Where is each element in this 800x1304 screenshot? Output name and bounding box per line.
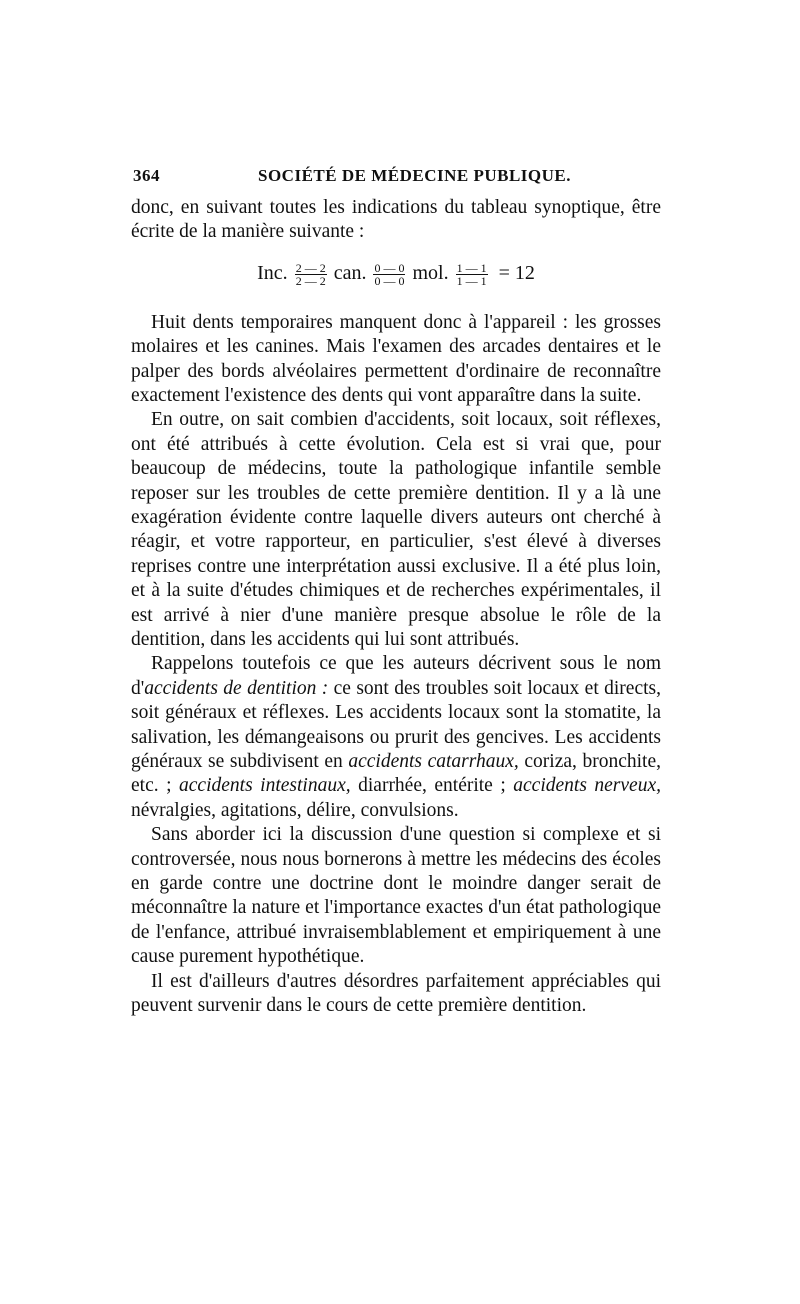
paragraph-1: Huit dents temporaires manquent donc à l'appareil : les grosses molaires et les canines. Mais l'examen des arcades dentaires et le palper des bords alvéolaires permettent d'ordinaire de reconnaître exactement l'existence des dents qui vont apparaître dans la suite. [131, 311, 661, 406]
formula-can-fraction [373, 262, 405, 287]
p3-text-g: diarrhée, entérite ; [350, 775, 514, 797]
formula-inc-label: Inc. [257, 261, 288, 284]
paragraph-4: Sans aborder ici la discussion d'une question si complexe et si controversée, nous nous bornerons à mettre les médecins des écoles en garde contre une doctrine dont le moindre danger serait de méconnaître la nature et l'importance exactes d'un état pathologique de l'enfance, attribué invraisemblablement et empiriquement à une cause purement hypothétique. [131, 824, 661, 968]
formula-result: = 12 [498, 261, 535, 284]
p3-text-i: névralgies, agitations, délire, convulsions. [131, 799, 459, 821]
dental-formula [131, 261, 661, 287]
running-head [133, 166, 673, 186]
formula-inc-fraction [295, 262, 327, 287]
body-text [131, 196, 661, 1019]
p3-text-e: coriza, bronchite, etc. ; [131, 751, 661, 797]
running-title: SOCIÉTÉ DE MÉDECINE PUBLIQUE. [258, 166, 572, 185]
p3-text-a: Rappelons toutefois ce que les auteurs décrivent sous le nom d' [131, 653, 661, 699]
p3-italic-accidents-intestinaux: accidents intestinaux, [179, 775, 351, 797]
paragraph-2: En outre, on sait combien d'accidents, soit locaux, soit réflexes, ont été attribués à cette évolution. Cela est si vrai que, pour beaucoup de médecins, toute la pathologique infantile semble reposer sur les troubles de cette première dentition. Il y a là une exagération évidente contre laquelle divers auteurs ont cherché à réagir, et votre rapporteur, en particulier, s'est élevé à diverses reprises contre une interprétation aussi exclusive. Il a été plus loin, et à la suite d'études chimiques et de recherches expérimentales, il est arrivé à nier d'une manière presque absolue le rôle de la dentition, dans les accidents qui lui sont attribués. [131, 409, 661, 650]
formula-can-denominator: 0 — 0 [374, 273, 405, 288]
p3-text-c: ce sont des troubles soit locaux et directs, soit généraux et réflexes. Les accidents locaux sont la stomatite, la salivation, les démangeaisons ou prurit des gencives. Les accidents généraux se subdivisent en [131, 677, 661, 773]
intro-paragraph: donc, en suivant toutes les indications du tableau synoptique, être écrite de la manière suivante : [131, 197, 661, 243]
formula-can-label: can. [333, 261, 367, 284]
formula-inc-denominator: 2 — 2 [295, 273, 326, 288]
p3-italic-accidents-catarrhaux: accidents catarrhaux, [348, 751, 519, 773]
formula-mol-denominator: 1 — 1 [456, 273, 487, 288]
formula-mol-label: mol. [412, 261, 449, 284]
page-number: 364 [133, 166, 160, 185]
p3-italic-accidents-nerveux: accidents nerveux, [513, 775, 661, 797]
formula-mol-fraction [456, 262, 488, 287]
paragraph-5: Il est d'ailleurs d'autres désordres parfaitement appréciables qui peuvent survenir dans le cours de cette première dentition. [131, 970, 661, 1017]
p3-italic-accidents-de-dentition: accidents de dentition : [144, 677, 329, 699]
formula-mol-numerator: 1 — 1 [456, 260, 487, 275]
formula-can-numerator: 0 — 0 [374, 260, 405, 275]
formula-inc-numerator: 2 — 2 [295, 260, 326, 275]
paragraph-3 [131, 652, 661, 823]
